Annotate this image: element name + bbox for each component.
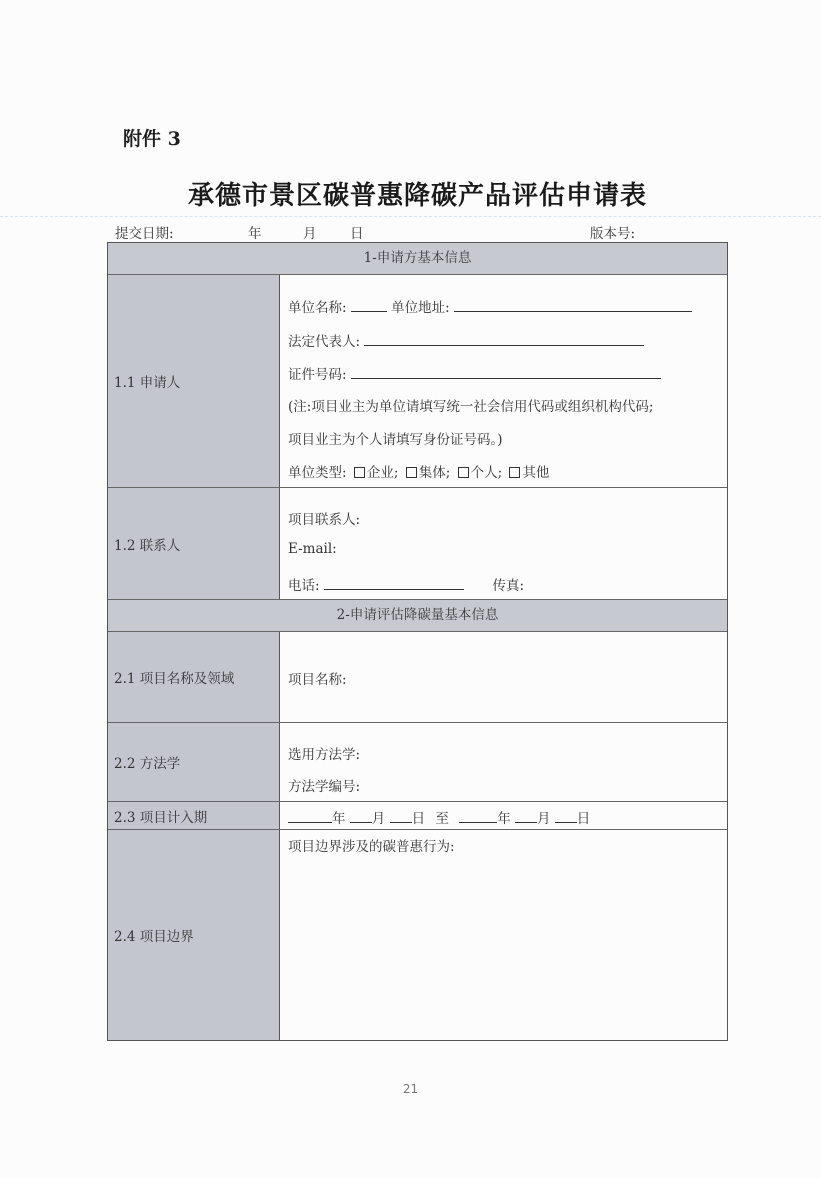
methodology-number-label: 方法学编号: xyxy=(288,779,361,795)
selected-methodology-label: 选用方法学: xyxy=(288,747,361,763)
phone-label: 电话: xyxy=(288,578,320,594)
applicant-row xyxy=(108,275,727,488)
boundary-content[interactable] xyxy=(280,830,727,1040)
submit-date-label: 提交日期: xyxy=(115,226,174,242)
unit-type-line xyxy=(288,461,549,481)
legal-rep-label: 法定代表人: xyxy=(288,334,361,350)
section1-header xyxy=(108,243,727,275)
project-name-field-label: 项目名称: xyxy=(288,672,347,688)
section2-header xyxy=(108,600,727,632)
crediting-period-row xyxy=(108,802,727,830)
section1-header-text: 1-申请方基本信息 xyxy=(363,250,472,266)
applicant-content xyxy=(280,275,727,487)
unit-address-field[interactable] xyxy=(454,297,692,312)
project-name-label xyxy=(108,632,280,722)
end-day-field[interactable] xyxy=(555,808,577,823)
submit-date-day: 日 xyxy=(350,226,364,242)
legal-rep-field[interactable] xyxy=(364,331,644,346)
checkbox-other[interactable] xyxy=(509,467,520,478)
id-number-line xyxy=(288,363,661,383)
boundary-label xyxy=(108,830,280,1040)
attachment-label: 附件 3 xyxy=(123,128,181,150)
contact-person-line xyxy=(288,508,360,528)
contact-label-text: 1.2 联系人 xyxy=(114,537,181,554)
id-number-field[interactable] xyxy=(351,364,661,379)
form-title: 承德市景区碳普惠降碳产品评估申请表 xyxy=(187,181,647,211)
start-day-label: 日 xyxy=(411,811,426,827)
unit-type-collective: 集体; xyxy=(418,465,451,481)
fax-label: 传真: xyxy=(492,578,525,594)
scan-artifact-line xyxy=(0,216,821,217)
methodology-row xyxy=(108,723,727,802)
contact-person-label: 项目联系人: xyxy=(288,512,361,528)
project-name-content xyxy=(280,632,727,722)
legal-rep-line xyxy=(288,330,644,350)
methodology-label xyxy=(108,723,280,801)
submit-date-month: 月 xyxy=(303,226,317,242)
contact-label xyxy=(108,488,280,599)
unit-name-field[interactable] xyxy=(351,297,387,312)
unit-name-line xyxy=(288,296,692,316)
id-number-label: 证件号码: xyxy=(288,367,347,383)
section2-header-text: 2-申请评估降碳量基本信息 xyxy=(336,607,499,623)
crediting-period-dates xyxy=(288,807,590,827)
end-day-label: 日 xyxy=(576,811,591,827)
start-day-field[interactable] xyxy=(390,808,412,823)
unit-type-other: 其他 xyxy=(522,465,550,481)
methodology-label-text: 2.2 方法学 xyxy=(114,756,181,772)
start-month-label: 月 xyxy=(371,811,386,827)
applicant-label xyxy=(108,275,280,487)
applicant-label-text: 1.1 申请人 xyxy=(114,375,181,391)
page-number: 21 xyxy=(402,1082,419,1096)
email-line xyxy=(288,541,337,557)
project-name-label-text: 2.1 项目名称及领域 xyxy=(114,671,235,687)
project-name-row xyxy=(108,632,727,723)
unit-type-individual: 个人; xyxy=(470,465,503,481)
boundary-row xyxy=(108,830,727,1040)
id-note-line1: (注:项目业主为单位请填写统一社会信用代码或组织机构代码; xyxy=(288,399,654,415)
contact-content xyxy=(280,488,727,599)
crediting-period-label xyxy=(108,802,280,829)
methodology-content xyxy=(280,723,727,801)
end-month-label: 月 xyxy=(536,811,551,827)
boundary-field-label: 项目边界涉及的碳普惠行为: xyxy=(288,839,455,855)
period-to-label: 至 xyxy=(435,811,449,827)
crediting-period-label-text: 2.3 项目计入期 xyxy=(114,809,208,826)
unit-type-label: 单位类型: xyxy=(288,465,347,481)
id-note-line2: 项目业主为个人请填写身份证号码。) xyxy=(288,432,503,448)
phone-field[interactable] xyxy=(324,575,464,590)
unit-type-enterprise: 企业; xyxy=(366,465,399,481)
unit-name-label: 单位名称: xyxy=(288,300,347,316)
start-month-field[interactable] xyxy=(350,808,372,823)
checkbox-individual[interactable] xyxy=(458,467,469,478)
phone-fax-line xyxy=(288,574,524,594)
checkbox-collective[interactable] xyxy=(406,467,417,478)
start-year-label: 年 xyxy=(332,811,346,827)
start-year-field[interactable] xyxy=(288,808,332,823)
unit-address-label: 单位地址: xyxy=(391,300,450,316)
contact-row xyxy=(108,488,727,600)
submit-date-year: 年 xyxy=(248,226,262,242)
boundary-label-text: 2.4 项目边界 xyxy=(114,929,194,945)
crediting-period-content xyxy=(280,802,727,829)
application-form-table xyxy=(107,242,728,1041)
checkbox-enterprise[interactable] xyxy=(354,467,365,478)
version-label: 版本号: xyxy=(590,226,636,242)
end-year-field[interactable] xyxy=(459,808,497,823)
end-year-label: 年 xyxy=(497,811,511,827)
end-month-field[interactable] xyxy=(515,808,537,823)
email-label: E-mail: xyxy=(288,541,337,557)
